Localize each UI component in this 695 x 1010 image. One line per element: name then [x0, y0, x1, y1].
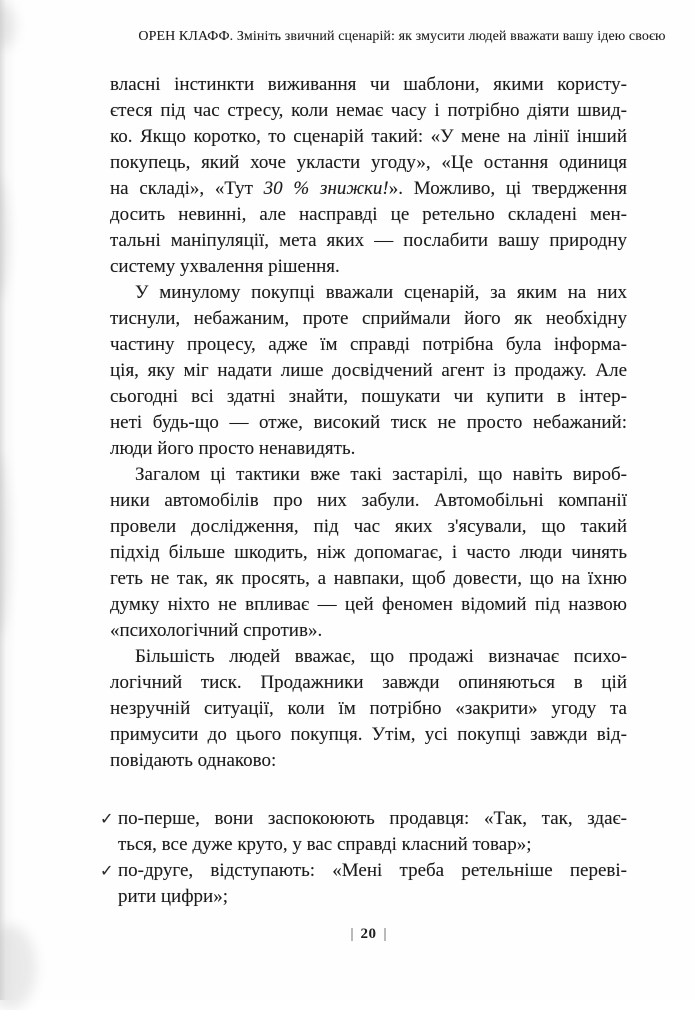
text-line: думку ніхто не впливає — цей феномен відомий під назвою — [110, 594, 627, 615]
text-line: по-перше, вони заспокоюють продавця: «Так, так, здає- — [118, 808, 627, 829]
bullet-list — [100, 806, 627, 910]
paragraph — [110, 280, 627, 462]
text-line: незручній ситуації, коли їм потрібно «закрити» угоду та — [110, 698, 627, 719]
text-line: повідають однаково: — [110, 750, 277, 771]
text-line: Більшість людей вважає, що продажі визначає психо- — [135, 646, 627, 667]
text-line: У минулому покупці вважали сценарій, за яким на них — [135, 282, 627, 303]
paragraph — [110, 462, 627, 644]
text-line: частину процесу, адже їм справді потрібна була інформа- — [110, 334, 627, 355]
bullet-item — [100, 806, 627, 858]
footer-bar-left: | — [350, 926, 354, 942]
text-line: підхід більше шкодить, ніж допомагає, і часто люди чинять — [110, 542, 627, 563]
text-line: сьогодні всі здатні знайти, пошукати чи купити в інтер- — [110, 386, 627, 407]
text-line: ться, все дуже круто, у вас справді класний товар»; — [118, 834, 532, 855]
text-line: тальні маніпуляції, мета яких — послабити вашу природну — [110, 230, 627, 251]
check-icon: ✓ — [100, 809, 114, 828]
text-line: систему ухвалення рішення. — [110, 256, 340, 277]
text-line: ко. Якщо коротко, то сценарій такий: «У мене на лінії інший — [110, 126, 627, 147]
text-line: Загалом ці тактики вже такі застарілі, що навіть вироб- — [135, 464, 627, 485]
text-line: покупець, який хоче укласти угоду», «Це остання одиниця — [110, 152, 627, 173]
text-line: неті будь-що — отже, високий тиск не просто небажаний: — [110, 412, 627, 433]
running-header: ОРЕН КЛАФФ. Змініть звичний сценарій: як змусити людей вважати вашу ідею своєю — [138, 29, 666, 44]
scan-artifact — [0, 4, 16, 48]
text-line: «психологічний спротив». — [110, 620, 323, 641]
text-line: ники автомобілів про них забули. Автомобільні компанії — [110, 490, 627, 511]
check-icon: ✓ — [100, 861, 114, 880]
text-line: досить невинні, але насправді це ретельно складені мен- — [110, 204, 627, 225]
paragraphs-container — [110, 72, 627, 774]
text-line: ція, яку міг надати лише досвідчений агент із продажу. Але — [110, 360, 627, 381]
page-number: 20 — [360, 926, 377, 942]
text-line: рити цифри»; — [118, 886, 228, 907]
text-line: геть не так, як просять, а навпаки, щоб довести, що на їхню — [110, 568, 627, 589]
page-text-block — [100, 72, 627, 910]
footer-bar-right: | — [383, 926, 387, 942]
text-line: по-друге, відступають: «Мені треба ретельніше переві- — [118, 860, 627, 881]
bullet-item — [100, 858, 627, 910]
text-line: примусити до цього покупця. Утім, усі покупці завжди від- — [110, 724, 627, 745]
text-line: люди його просто ненавидять. — [110, 438, 356, 459]
paragraph — [110, 644, 627, 774]
text-line: провели дослідження, під час яких з'ясували, що такий — [110, 516, 627, 537]
text-line: власні інстинкти виживання чи шаблони, якими користу- — [110, 74, 627, 95]
text-line: єтеся під час стресу, коли немає часу і потрібно діяти швид- — [110, 100, 627, 121]
text-line: логічний тиск. Продажники завжди опиняються в цій — [110, 672, 627, 693]
text-line: на складі», «Тут 30 % знижки!». Можливо, ці твердження — [110, 178, 627, 199]
page-footer — [110, 926, 627, 943]
scan-artifact — [0, 455, 9, 635]
paragraph — [110, 72, 627, 280]
scan-artifact — [0, 925, 36, 1010]
text-line: тиснули, небажаним, проте сприймали його як необхідну — [110, 308, 627, 329]
scan-artifact — [0, 178, 8, 298]
